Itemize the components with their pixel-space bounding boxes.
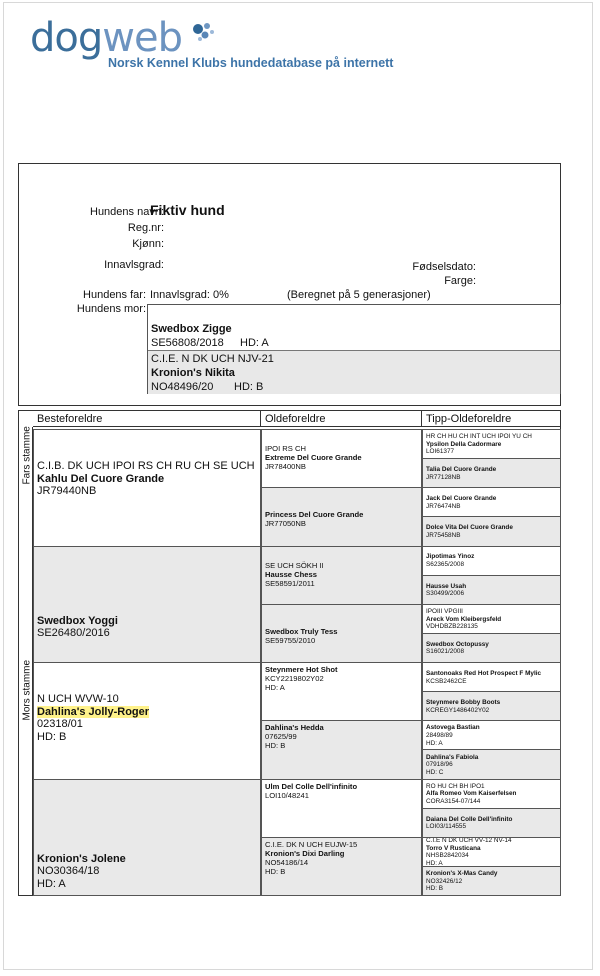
gggp-7-titles: IPOIII VPGIII [426,607,463,615]
gp-cell-1[interactable] [33,429,261,547]
logo-dots-icon [190,20,220,50]
gggp-cell-15[interactable] [422,837,561,867]
name-label: Hundens navn: [90,206,164,218]
gggp-14-name: Daiana Del Colle Dell'infinito [426,815,513,823]
ggp-7-name: Ulm Del Colle Dell'infinito [265,781,358,791]
gggp-cell-8[interactable] [422,633,561,663]
gggp-16-reg: NO32426/12 [426,877,463,885]
dog-info-box [18,163,561,406]
ggp-4-reg: SE59755/2010 [265,635,316,645]
gggp-8-name: Swedbox Octopussy [426,640,489,648]
ggp-8-reg: NO54186/14 [265,857,309,867]
ggp-cell-5[interactable] [261,662,422,721]
parents-box [147,304,561,394]
highlighted-dog-name: Dahlina's Jolly-Roger [37,705,150,718]
gggp-12-name: Dahlina's Fabiola [426,753,479,761]
gggp-cell-4[interactable] [422,516,561,546]
gggp-6-name: Hausse Usah [426,582,467,590]
gggp-2-reg: JR77128NB [426,473,461,481]
gggp-4-name: Dolce Vita Del Cuore Grande [426,524,513,532]
gggp-5-reg: S62365/2008 [426,561,465,569]
gggp-15-reg: NHSB2842034 [426,852,469,860]
gggp-14-reg: LOI03/114555 [426,823,467,831]
gggp-cell-3[interactable] [422,487,561,517]
gggp-16-hd: HD: B [426,885,444,893]
mors-stamme-label: Mors stamme [21,659,33,721]
pedigree-table [18,410,561,896]
ggp-5-hd: HD: A [265,683,285,692]
gggp-cell-6[interactable] [422,575,561,605]
inbreeding-label: Innavlsgrad: [104,259,164,271]
reg-label: Reg.nr: [127,222,164,234]
ggp-2-name: Princess Del Cuore Grande [265,510,364,520]
gp-4-name: Kronion's Jolene [37,852,126,865]
gggp-8-reg: S16021/2008 [426,648,465,656]
gp-2-name: Swedbox Yoggi [37,614,118,627]
ggp-cell-4[interactable] [261,604,422,663]
ggp-8-name: Kronion's Dixi Darling [265,848,345,858]
gggp-2-name: Talia Del Cuore Grande [426,466,497,474]
gggp-10-name: Steynmere Bobby Boots [426,699,501,707]
gggp-15-titles: C.I.E N DK UCH VV-12 NV-14 [426,837,512,845]
gp-1-reg: JR79440NB [37,485,97,497]
gp-3-reg: 02318/01 [37,718,83,730]
father-cell[interactable] [148,305,560,351]
father-hd: HD: A [240,337,269,349]
ggp-1-name: Extreme Del Cuore Grande [265,453,362,462]
ggp-1-titles: IPOI RS CH [265,444,306,453]
gp-4-reg: NO30364/18 [37,865,100,877]
gggp-cell-5[interactable] [422,546,561,576]
gggp-cell-16[interactable] [422,866,561,896]
color-label: Farge: [444,275,476,287]
mother-hd: HD: B [234,381,264,393]
dogweb-logo [30,15,394,70]
ggp-6-reg: 07625/99 [265,732,297,742]
ggp-4-name: Swedbox Truly Tess [265,626,338,636]
gggp-1-titles: HR CH HU CH INT UCH IPOI YU CH [426,433,532,441]
mother-cell[interactable] [148,351,560,394]
gggp-10-reg: KCREGY1486402Y02 [426,706,490,714]
father-inbreeding: Innavlsgrad: 0% [150,289,229,301]
gggp-15-hd: HD: A [426,859,443,867]
mors-stamme-side [19,659,33,896]
birth-date-label: Fødselsdato: [412,261,476,273]
gggp-15-name: Torro V Rusticana [426,844,481,852]
ggp-1-reg: JR78400NB [265,462,306,471]
gggp-9-name: Santonoaks Red Hot Prospect F Mylic [426,669,542,677]
gggp-11-reg: 28498/89 [426,732,453,739]
gp-3-hd: HD: B [37,730,67,743]
gggp-4-reg: JR75458NB [426,531,461,539]
gggp-13-reg: CORA3154-07/144 [426,797,481,805]
ggp-3-titles: SE UCH SÖKH II [265,560,324,570]
gggp-7-reg: VDHDBZB228135 [426,623,478,631]
ggp-cell-2[interactable] [261,487,422,546]
ggp-cell-1[interactable] [261,429,422,488]
gggp-1-reg: LOI61377 [426,448,455,456]
ggp-cell-6[interactable] [261,720,422,779]
gggp-cell-10[interactable] [422,691,561,721]
father-reg: SE56808/2018 [151,337,224,349]
gp-3-name [37,706,259,719]
gggp-cell-2[interactable] [422,458,561,488]
gggp-cell-9[interactable] [422,662,561,692]
gggp-cell-1[interactable] [422,429,561,459]
col-header-greatgrandparents: Oldeforeldre [261,411,422,427]
gggp-1-name: Ypsilon Della Cadormare [426,440,502,448]
gggp-cell-12[interactable] [422,749,561,779]
gp-cell-2[interactable] [33,546,261,664]
gggp-cell-13[interactable] [422,779,561,809]
gggp-cell-14[interactable] [422,808,561,838]
ggp-6-name: Dahlina's Hedda [265,723,324,733]
gp-1-name: Kahlu Del Cuore Grande [37,472,165,485]
gp-4-hd: HD: A [37,877,66,890]
gggp-13-name: Alfa Romeo Vom Kaiserfelsen [426,790,517,798]
gggp-16-name: Kronion's X-Mas Candy [426,870,498,878]
ggp-8-hd: HD: B [265,866,286,876]
father-name: Swedbox Zigge [151,323,232,335]
ggp-6-hd: HD: B [265,741,286,751]
gp-cell-3[interactable] [33,662,261,780]
ggp-3-reg: SE58591/2011 [265,578,315,588]
mother-reg: NO48496/20 [151,381,214,393]
gggp-7-name: Areck Vom Kleibergsfeld [426,615,502,623]
logo-tagline: Norsk Kennel Klubs hundedatabase på internett [108,56,394,70]
father-label: Hundens far: [83,289,146,301]
gggp-11-hd: HD: A [426,739,443,747]
gggp-13-titles: RO HU CH BH IPO1 [426,782,485,790]
gggp-cell-11[interactable] [422,720,561,750]
gggp-cell-7[interactable] [422,604,561,634]
col-header-tipp: Tipp-Oldeforeldre [422,411,561,427]
gggp-9-reg: KCSB2462CE [426,677,467,685]
col-header-grandparents: Besteforeldre [33,411,261,427]
gggp-3-reg: JR76474NB [426,502,461,510]
gggp-3-name: Jack Del Cuore Grande [426,495,497,503]
sex-label: Kjønn: [132,238,164,250]
gggp-12-hd: HD: C [426,768,444,776]
gggp-6-reg: S30499/2006 [426,590,465,598]
ggp-5-reg: KCY2219802Y02 [265,674,324,683]
logo-dog-text: dog [30,15,103,61]
gp-cell-4[interactable] [33,779,261,897]
gggp-5-name: Jipotimas Yinoz [426,553,475,561]
gp-3-titles: N UCH WVW-10 [37,693,119,705]
calc-note: (Beregnet på 5 generasjoner) [287,289,431,301]
mother-name: Kronion's Nikita [151,367,235,379]
mother-titles: C.I.E. N DK UCH NJV-21 [151,353,274,365]
gp-2-reg: SE26480/2016 [37,627,110,640]
ggp-2-reg: JR77050NB [265,519,306,529]
ggp-7-reg: LOI10/48241 [265,790,309,800]
ggp-cell-8[interactable] [261,837,422,896]
gp-1-titles: C.I.B. DK UCH IPOI RS CH RU CH SE UCH [37,460,255,472]
dog-name: Fiktiv hund [150,202,225,218]
fars-stamme-label: Fars stamme [21,426,33,485]
gggp-12-reg: 07918/96 [426,761,453,769]
ggp-8-titles: C.I.E. DK N UCH EUJW-15 [265,839,358,849]
ggp-3-name: Hausse Chess [265,569,317,579]
gggp-11-name: Astovega Bastian [426,724,480,732]
logo-web-text: web [102,15,182,61]
mother-label: Hundens mor: [76,303,146,315]
ggp-cell-3[interactable] [261,546,422,605]
fars-stamme-side [19,427,33,663]
ggp-5-name: Steynmere Hot Shot [265,665,338,674]
ggp-cell-7[interactable] [261,779,422,838]
